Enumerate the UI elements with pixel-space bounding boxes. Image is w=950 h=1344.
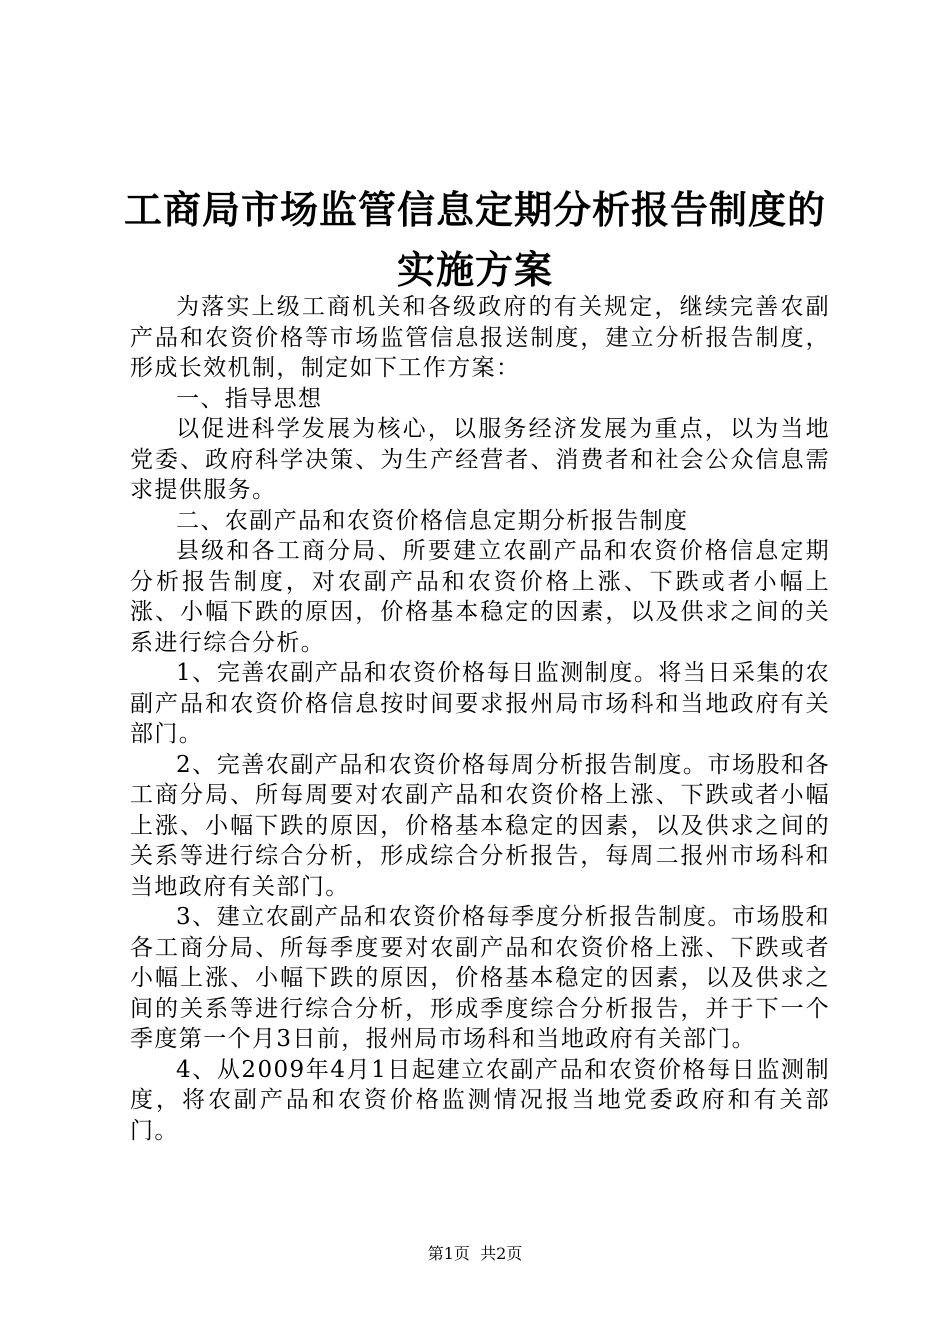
section-heading-guiding-ideology: 一、指导思想: [176, 385, 323, 412]
list-item-daily-monitoring: 1、完善农副产品和农资价格每日监测制度。将当日采集的农副产品和农资价格信息按时间要求报州局市场科和当地政府有关部门。: [130, 660, 830, 747]
intro-paragraph: 为落实上级工商机关和各级政府的有关规定，继续完善农副产品和农资价格等市场监管信息报送制度，建立分析报告制度，形成长效机制，制定如下工作方案：: [130, 294, 830, 381]
list-item-quarterly-report: 3、建立农副产品和农资价格每季度分析报告制度。市场股和各工商分局、所每季度要对农副产品和农资价格上涨、下跌或者小幅上涨、小幅下跌的原因，价格基本稳定的因素，以及供求之间的关系等进行综合分析，形成季度综合分析报告，并于下一个季度第一个月3日前，报州局市场科和当地政府有关部门。: [130, 904, 830, 1052]
document-title: 工商局市场监管信息定期分析报告制度的实施方案: [123, 188, 826, 292]
list-item-weekly-report: 2、完善农副产品和农资价格每周分析报告制度。市场股和各工商分局、所每周要对农副产品和农资价格上涨、下跌或者小幅上涨、小幅下跌的原因，价格基本稳定的因素，以及供求之间的关系等进行综合分析，形成综合分析报告，每周二报州市场科和当地政府有关部门。: [130, 751, 830, 900]
page-number: 第1页 共2页: [427, 1244, 523, 1263]
reporting-system-paragraph: 县级和各工商分局、所要建立农副产品和农资价格信息定期分析报告制度，对农副产品和农资价格上涨、下跌或者小幅上涨、小幅下跌的原因，价格基本稳定的因素，以及供求之间的关系进行综合分析。: [130, 538, 830, 656]
document-body: [130, 292, 830, 1146]
guiding-ideology-paragraph: 以促进科学发展为核心，以服务经济发展为重点，以为当地党委、政府科学决策、为生产经营者、消费者和社会公众信息需求提供服务。: [130, 416, 830, 503]
page-footer: [0, 1243, 950, 1265]
section-heading-reporting-system: 二、农副产品和农资价格信息定期分析报告制度: [176, 507, 689, 534]
list-item-2009-monitoring: 4、从2009年4月1日起建立农副产品和农资价格每日监测制度，将农副产品和农资价格监测情况报当地党委政府和有关部门。: [130, 1056, 830, 1144]
